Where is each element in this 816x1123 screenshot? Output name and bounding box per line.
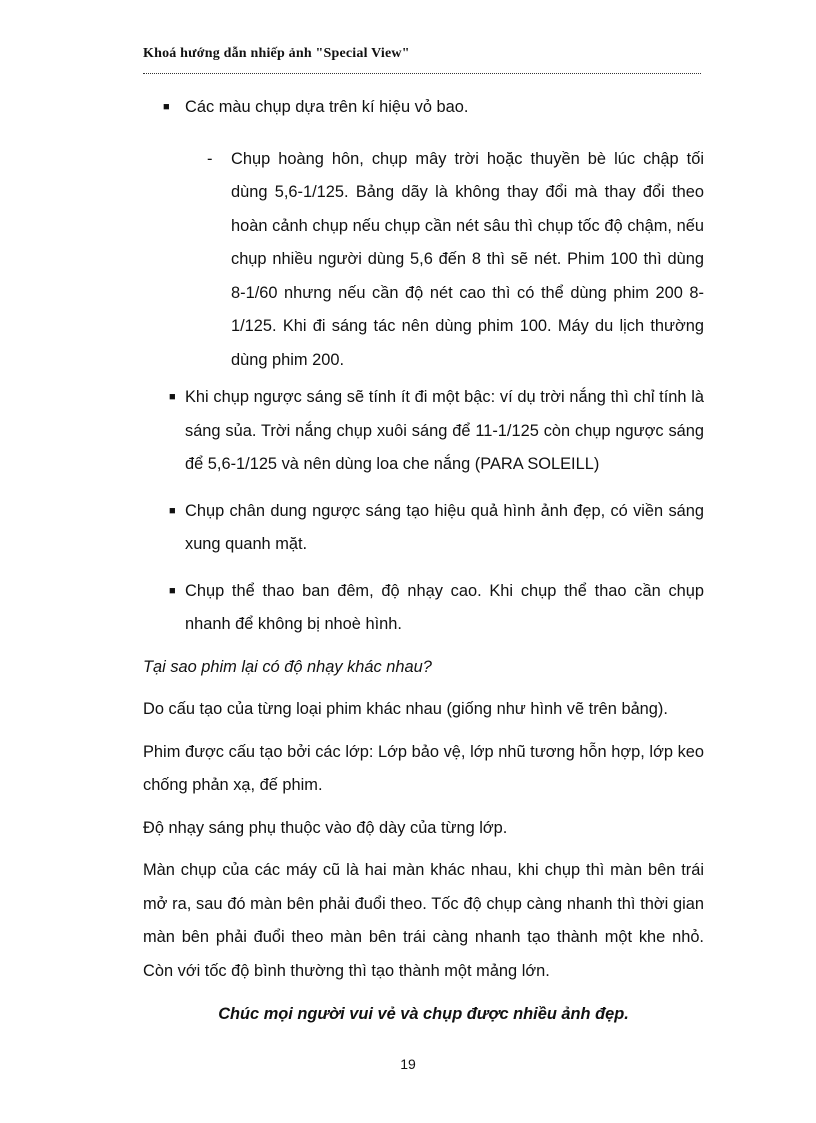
bullet-text: Khi chụp ngược sáng sẽ tính ít đi một bậc: ví dụ trời nắng thì chỉ tính là sáng sủa. Trời nắng chụp xuôi sáng để 11-1/125 còn chụp ngược sáng để 5,6-1/125 và nên dùng loa che nắng (PARA SOLEILL) xyxy=(185,388,704,473)
dash-bullet-icon: - xyxy=(207,149,213,168)
square-bullet-icon: ■ xyxy=(169,584,176,597)
page-header-title: Khoá hướng dẫn nhiếp ảnh "Special View" xyxy=(143,46,410,61)
bullet-text: Các màu chụp dựa trên kí hiệu vỏ bao. xyxy=(185,98,469,116)
list-item xyxy=(143,143,704,378)
square-bullet-icon: ■ xyxy=(169,504,176,517)
paragraph: Phim được cấu tạo bởi các lớp: Lớp bảo vệ, lớp nhũ tương hỗn hợp, lớp keo chống phản xạ, đế phim. xyxy=(143,742,704,794)
list-item xyxy=(143,91,704,125)
section-question: Tại sao phim lại có độ nhạy khác nhau? xyxy=(143,657,432,676)
square-bullet-icon: ■ xyxy=(169,391,176,403)
bullet-text: Chụp chân dung ngược sáng tạo hiệu quả hình ảnh đẹp, có viền sáng xung quanh mặt. xyxy=(185,501,704,553)
paragraph: Do cấu tạo của từng loại phim khác nhau (giống như hình vẽ trên bảng). xyxy=(143,700,668,718)
dash-text: Chụp hoàng hôn, chụp mây trời hoặc thuyền bè lúc chập tối dùng 5,6-1/125. Bảng dãy là không thay đổi mà thay đổi theo hoàn cảnh chụp nếu chụp cần nét sâu thì chụp tốc độ chậm, nếu chụp nhiều người dùng 5,6 đến 8 thì sẽ nét. Phim 100 thì dùng 8-1/60 nhưng nếu cần độ nét cao thì có thể dùng phim 200 8-1/125. Khi đi sáng tác nên dùng phim 100. Máy du lịch thường dùng phim 200. xyxy=(231,149,704,369)
list-item xyxy=(143,495,704,562)
list-item xyxy=(143,575,704,642)
bullet-text: Chụp thể thao ban đêm, độ nhạy cao. Khi chụp thể thao cần chụp nhanh để không bị nhoè hình. xyxy=(185,581,704,633)
list-item xyxy=(143,381,704,482)
page-content xyxy=(143,88,704,1032)
closing-line: Chúc mọi người vui vẻ và chụp được nhiều ảnh đẹp. xyxy=(218,1005,629,1023)
paragraph: Màn chụp của các máy cũ là hai màn khác nhau, khi chụp thì màn bên trái mở ra, sau đó màn bên phải đuổi theo. Tốc độ chụp càng nhanh thì thời gian màn bên phải đuổi theo màn bên trái càng nhanh tạo thành một khe nhỏ. Còn với tốc độ bình thường thì tạo thành một mảng lớn. xyxy=(143,861,704,980)
paragraph: Độ nhạy sáng phụ thuộc vào độ dày của từng lớp. xyxy=(143,818,508,837)
header-divider xyxy=(143,73,701,74)
square-bullet-icon: ■ xyxy=(163,101,170,113)
page-number: 19 xyxy=(400,1056,416,1072)
